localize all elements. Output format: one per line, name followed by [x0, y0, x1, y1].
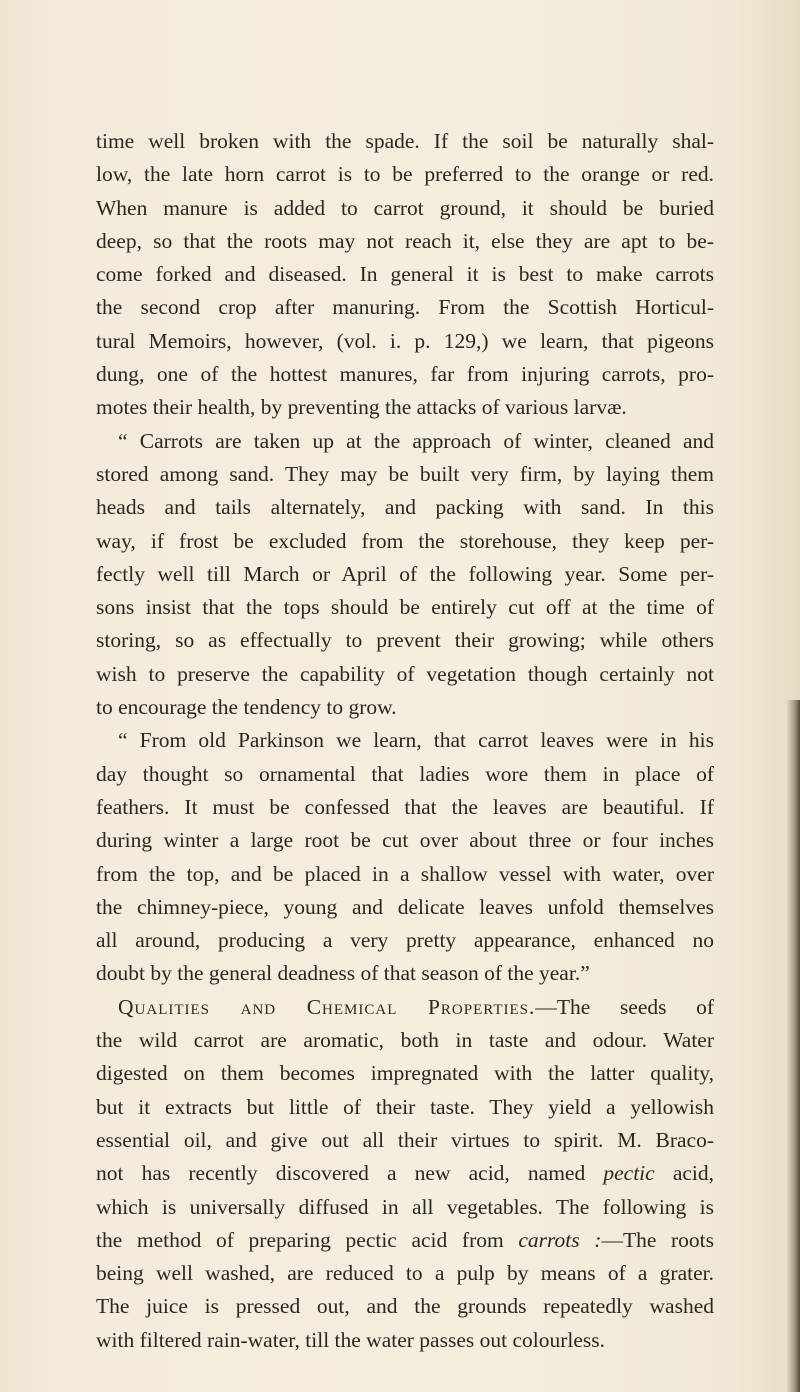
text-line: “ Carrots are taken up at the approach of winter, cleaned and: [118, 428, 714, 453]
text-line: deep, so that the roots may not reach it, else they are apt to be-: [96, 228, 714, 253]
text-line: day thought so ornamental that ladies wore them in place of: [96, 761, 714, 786]
text-line: from the top, and be placed in a shallow vessel with water, over: [96, 861, 714, 886]
text-fragment: the method of preparing pectic acid from: [96, 1227, 504, 1252]
text-line: [96, 1157, 714, 1190]
text-line: storing, so as effectually to prevent their growing; while others: [96, 628, 714, 653]
text-line: wish to preserve the capability of vegetation though certainly not: [96, 661, 714, 686]
text-line: tural Memoirs, however, (vol. i. p. 129,) we learn, that pigeons: [96, 328, 714, 353]
text-line: which is universally diffused in all vegetables. The following is: [96, 1194, 714, 1219]
section-heading: Qualities and Chemical Properties.: [118, 994, 536, 1019]
text-line: time well broken with the spade. If the soil be naturally shal-: [96, 129, 714, 153]
text-line: the second crop after manuring. From the Scottish Horticul-: [96, 295, 714, 320]
text-line: the chimney-piece, young and delicate leaves unfold themselves: [96, 894, 714, 919]
text-line: all around, producing a very pretty appearance, enhanced no: [96, 928, 714, 953]
italic-term: pectic: [603, 1161, 655, 1186]
text-line: essential oil, and give out all their virtues to spirit. M. Braco-: [96, 1127, 714, 1152]
text-line: doubt by the general deadness of that season of the year.”: [96, 961, 590, 986]
text-line: “ From old Parkinson we learn, that carrot leaves were in his: [118, 728, 714, 753]
text-line: fectly well till March or April of the following year. Some per-: [96, 561, 714, 586]
text-line: motes their health, by preventing the attacks of various larvæ.: [96, 395, 627, 420]
text-line: low, the late horn carrot is to be preferred to the orange or red.: [96, 162, 714, 187]
text-fragment: acid,: [654, 1161, 714, 1186]
text-line: digested on them becomes impregnated with the latter quality,: [96, 1061, 714, 1086]
section-heading-line: [96, 991, 714, 1024]
text-line: the wild carrot are aromatic, both in taste and odour. Water: [96, 1028, 714, 1053]
text-fragment: —The roots: [601, 1227, 714, 1252]
text-line: during winter a large root be cut over about three or four inches: [96, 828, 714, 853]
text-line: to encourage the tendency to grow.: [96, 695, 397, 720]
text-line: [96, 1224, 714, 1257]
text-line: come forked and diseased. In general it is best to make carrots: [96, 262, 714, 287]
text-line: with filtered rain-water, till the water passes out colourless.: [96, 1327, 606, 1352]
text-line: stored among sand. They may be built very firm, by laying them: [96, 461, 714, 486]
text-line: feathers. It must be confessed that the leaves are beautiful. If: [96, 794, 714, 819]
text-line: dung, one of the hottest manures, far from injuring carrots, pro-: [96, 362, 714, 387]
text-line: sons insist that the tops should be entirely cut off at the time of: [96, 595, 714, 620]
italic-term: carrots :: [518, 1227, 602, 1252]
text-line: being well washed, are reduced to a pulp by means of a grater.: [96, 1261, 714, 1286]
body-text: [96, 125, 714, 1357]
text-line: but it extracts but little of their taste. They yield a yellowish: [96, 1094, 714, 1119]
text-line: The juice is pressed out, and the grounds repeatedly washed: [96, 1294, 714, 1319]
text-line: way, if frost be excluded from the storehouse, they keep per-: [96, 528, 714, 553]
text-line: When manure is added to carrot ground, it should be buried: [96, 195, 714, 220]
text-fragment: not has recently discovered a new acid, named: [96, 1161, 586, 1186]
text-fragment: —The seeds of: [535, 994, 714, 1019]
page-edge-shadow: [786, 700, 800, 1392]
text-line: heads and tails alternately, and packing with sand. In this: [96, 495, 714, 520]
